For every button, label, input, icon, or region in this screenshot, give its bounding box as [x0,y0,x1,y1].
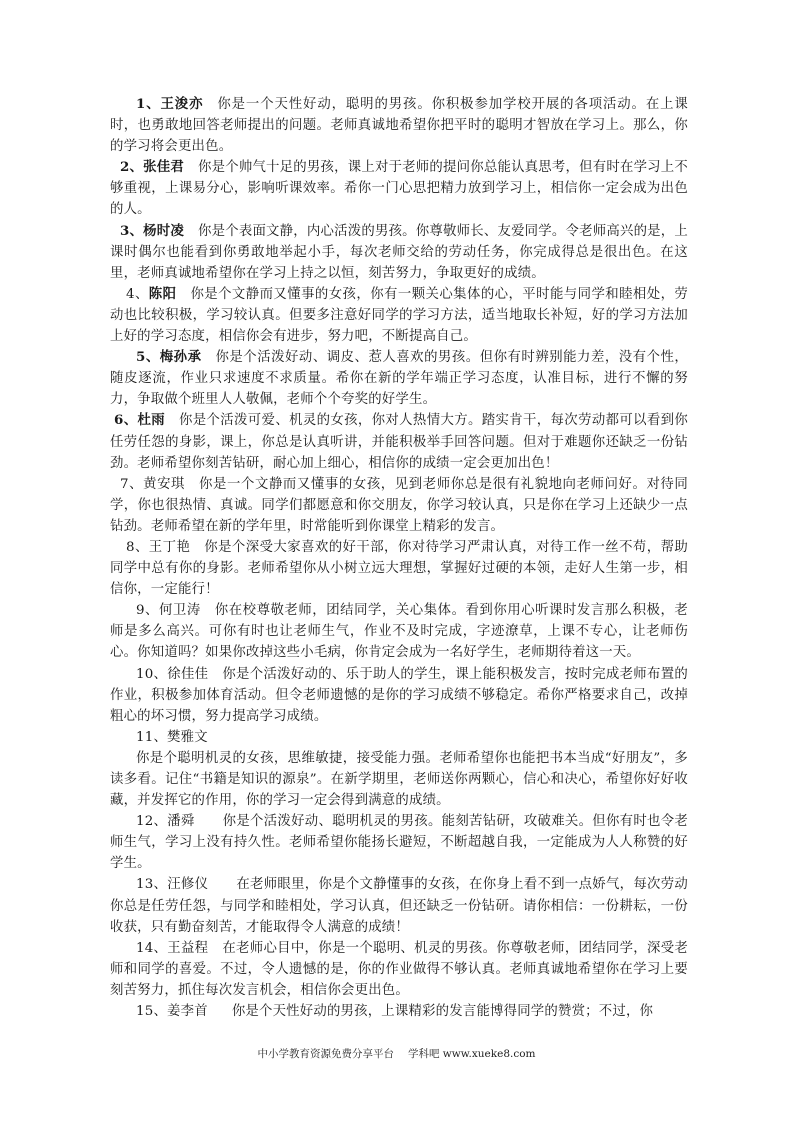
entry-11-heading [110,727,688,748]
student-name: 何卫涛 [159,603,201,619]
entry-number: 4、 [126,286,149,302]
entry-number: 9、 [136,603,159,619]
student-name: 潘舜 [167,814,195,830]
comment-text: 你是个帅气十足的男孩，课上对于老师的提问你总能认真思考，但有时在学习上不够重视，上课易分心，影响听课效率。希你一门心思把精力放到学习上，相信你一定会成为出色的人。 [110,160,688,218]
comment-text: 你是个聪明机灵的女孩，思维敏捷，接受能力强。老师希望你也能把书本当成“好朋友”，多读多看。记住“书籍是知识的源泉”。在新学期里，老师送你两颗心，信心和决心，希望你好好收藏，并发挥它的作用，你的学习一定会得到满意的成绩。 [110,750,688,809]
entry-9 [110,600,688,663]
student-name: 张佳君 [143,159,184,176]
entry-number: 10、 [136,666,168,682]
comment-text: 你是个表面文静，内心活泼的男孩。你尊敬师长、友爱同学。令老师高兴的是，上课时偶尔也能看到你勇敢地举起小手，每次老师交给的劳动任务，你完成得总是很出色。在这里，老师真诚地希望你在学习上持之以恒，刻苦努力，争取更好的成绩。 [110,223,688,281]
entry-1 [110,94,688,157]
student-name: 梅孙承 [159,349,202,366]
student-name: 徐佳佳 [167,666,209,682]
comment-text: 你是个活泼可爱、机灵的女孩，你对人热情大方。踏实肯干，每次劳动都可以看到你任劳任怨的身影，课上，你总是认真听讲，并能积极举手回答问题。但对于难题你还缺乏一份钻劲。老师希望你刻苦钻研，耐心加上细心，相信你的成绩一定会更加出色！ [110,413,688,471]
page-footer [0,1046,793,1061]
comment-text: 你在校尊敬老师，团结同学，关心集体。看到你用心听课时发言那么积极，老师是多么高兴。可你有时也让老师生气，作业不及时完成，字迹潦草，上课不专心，让老师伤心。你知道吗？如果你改掉这些小毛病，你肯定会成为一名好学生，老师期待着这一天。 [110,603,689,661]
entry-number: 15、 [136,1004,168,1020]
entry-number: 5、 [136,349,160,366]
comment-text: 你是一个文静而又懂事的女孩，见到老师你总是很有礼貌地向老师问好。对待同学，你也很热情、真诚。同学们都愿意和你交朋友，你学习较认真，只是你在学习上还缺少一点钻劲。老师希望在新的学年里，时常能听到你课堂上精彩的发言。 [110,476,688,534]
entry-6 [110,410,688,473]
student-name: 王益程 [167,940,209,956]
entry-number: 1、 [136,96,161,112]
entry-number: 11、 [136,729,168,745]
comment-text: 你是个活泼好动、聪明机灵的男孩。能刻苦钻研，攻破难关。但你有时也令老师生气，学习上没有持久性。老师希望你能扬长避短，不断超越自我，一定能成为人人称赞的好学生。 [110,814,688,872]
entry-5 [110,347,688,410]
student-name: 汪修仪 [167,877,209,893]
entry-8 [110,537,688,600]
student-name: 王丁艳 [148,539,191,555]
entry-7 [110,474,688,537]
entry-number: 14、 [136,940,168,956]
comment-text: 你是个活泼好动的、乐于助人的学生，课上能积极发言，按时完成老师布置的作业，积极参加体育活动。但令老师遗憾的是你的学习成绩不够稳定。希你严格要求自己，改掉粗心的坏习惯，努力提高学习成绩。 [110,666,688,724]
footer-platform: 中小学教育资源免费分享平台 [257,1048,394,1060]
entry-13 [110,874,688,937]
student-name: 杨时凌 [143,222,184,239]
comment-text: 你是个活泼好动、调皮、惹人喜欢的男孩。但你有时辨别能力差，没有个性，随皮逐流，作业只求速度不求质量。希你在新的学年端正学习态度，认准目标，进行不懈的努力，争取做个班里人人敬佩，老师个个夸奖的好学生。 [110,350,688,408]
document-page [110,94,688,1022]
footer-site: 学科吧 www.xueke8.com [407,1048,536,1060]
student-name: 王浚亦 [160,96,204,112]
comment-text: 在老师眼里，你是个文静懂事的女孩，在你身上看不到一点娇气，每次劳动你总是任劳任怨，与同学和睦相处，学习认真，但还缺乏一份钻研。请你相信：一份耕耘，一份收获，只有勤奋刻苦，才能取得令人满意的成绩！ [110,877,688,935]
comment-text: 你是个深受大家喜欢的好干部，你对待学习严肃认真，对待工作一丝不苟，帮助同学中总有你的身影。老师希望你从小树立远大理想，掌握好过硬的本领，走好人生第一步，相信你，一定能行！ [110,539,689,598]
entry-2 [110,157,688,220]
student-name: 陈阳 [148,285,177,302]
entry-15 [110,1001,688,1022]
student-name: 黄安琪 [143,476,186,492]
comment-text: 你是个文静而又懂事的女孩，你有一颗关心集体的心，平时能与同学和睦相处，劳动也比较积极，学习较认真。但要多注意好同学的学习方法，适当地取长补短，好的学习方法加上好的学习态度，相信你会有进步，努力吧，不断提高自己。 [110,286,689,345]
comment-text: 你是一个天性好动，聪明的男孩。你积极参加学校开展的各项活动。在上课时，也勇敢地回答老师提出的问题。老师真诚地希望你把平时的聪明才智放在学习上。那么，你的学习将会更出色。 [110,97,688,155]
entry-number: 6、 [114,412,138,429]
student-name: 樊雅文 [167,729,208,745]
entry-number: 8、 [126,539,149,555]
entry-number: 2、 [120,159,144,176]
student-name: 姜李首 [167,1004,208,1020]
entry-number: 13、 [136,877,168,893]
comment-text: 在老师心目中，你是一个聪明、机灵的男孩。你尊敬老师，团结同学，深受老师和同学的喜爱。不过，令人遗憾的是，你的作业做得不够认真。老师真诚地希望你在学习上要刻苦努力，抓住每次发言机会，相信你会更出色。 [110,940,688,998]
entry-number: 12、 [136,814,168,830]
entry-number: 7、 [120,476,144,492]
entry-3 [110,221,688,284]
entry-12 [110,811,688,874]
comment-text: 你是个天性好动的男孩，上课精彩的发言能博得同学的赞赏；不过，你 [231,1004,654,1020]
entry-4 [110,284,688,347]
student-name: 杜雨 [137,412,165,429]
entry-11 [110,748,688,811]
entry-14 [110,938,688,1001]
entry-number: 3、 [120,222,144,239]
entry-10 [110,664,688,727]
